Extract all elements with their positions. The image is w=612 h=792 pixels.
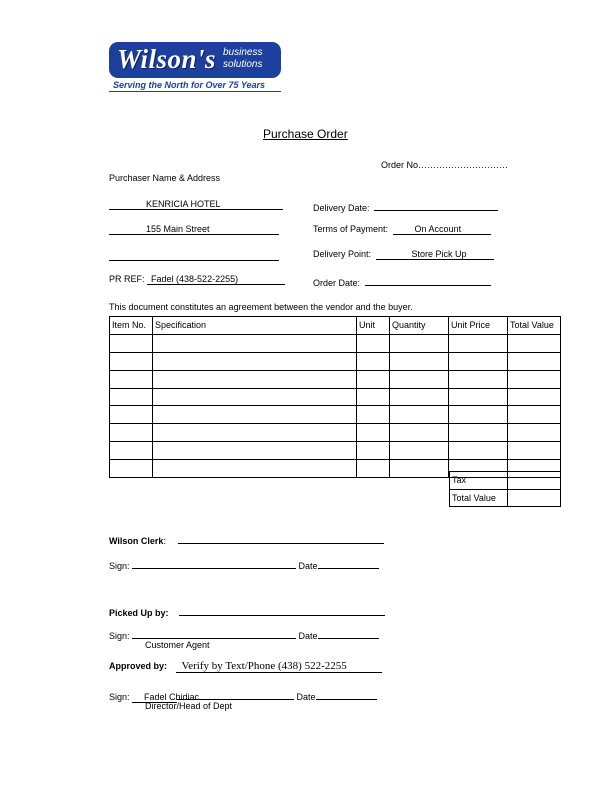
cell-specification[interactable] [153,352,357,370]
cell-specification[interactable] [153,424,357,442]
table-header-row [110,317,561,335]
order-number: Order No………………………… [381,160,509,170]
picked-up-label: Picked Up by: [109,608,169,618]
page-title: Purchase Order [263,127,348,141]
director-caption: Director/Head of Dept [145,701,233,711]
cell-specification[interactable] [153,370,357,388]
items-table [109,316,561,478]
total-value-label: Total Value [450,489,508,507]
purchaser-line-2[interactable] [109,224,279,235]
cell-unit[interactable] [357,388,390,406]
wilson-clerk-field[interactable] [109,532,384,546]
terms-field[interactable] [313,224,491,235]
date-line-1 [318,557,379,569]
purchaser-line-3[interactable] [109,249,279,263]
delivery-date-label: Delivery Date: [313,203,370,213]
terms-label: Terms of Payment: [313,224,389,234]
cell-item-no[interactable] [110,388,153,406]
cell-unit-price[interactable] [449,352,508,370]
header-unit: Unit [357,317,390,335]
cell-unit-price[interactable] [449,442,508,460]
table-row [110,442,561,460]
delivery-point-value: Store Pick Up [376,249,494,260]
pr-ref-field[interactable] [109,274,285,285]
table-row [110,424,561,442]
sign-row-1[interactable] [109,557,379,571]
wilson-clerk-label: Wilson Clerk [109,536,164,546]
cell-specification[interactable] [153,388,357,406]
cell-unit[interactable] [357,334,390,352]
delivery-point-field[interactable] [313,249,494,260]
approved-value: Verify by Text/Phone (438) 522-2255 [176,660,382,673]
purchaser-name: KENRICIA HOTEL [109,199,283,210]
sign-row-2[interactable] [109,627,379,641]
cell-unit[interactable] [357,370,390,388]
cell-item-no[interactable] [110,424,153,442]
total-value-cell[interactable] [508,489,561,507]
approved-field[interactable] [109,660,382,673]
date-label-3: Date [296,692,316,702]
delivery-point-label: Delivery Point: [313,249,372,259]
header-specification: Specification [153,317,357,335]
cell-specification[interactable] [153,460,357,478]
delivery-date-value [374,199,498,211]
cell-specification[interactable] [153,334,357,352]
cell-unit-price[interactable] [449,388,508,406]
cell-unit[interactable] [357,352,390,370]
purchaser-address: 155 Main Street [109,224,279,235]
total-row [450,489,561,507]
order-date-label: Order Date: [313,278,361,288]
logo-subtitle-solutions: solutions [223,59,263,70]
table-row [110,334,561,352]
cell-item-no[interactable] [110,406,153,424]
delivery-date-field[interactable] [313,199,498,213]
order-date-value [365,274,491,286]
date-label-1: Date [298,561,318,571]
table-row [110,352,561,370]
cell-unit[interactable] [357,406,390,424]
cell-item-no[interactable] [110,442,153,460]
totals-table [449,471,561,507]
order-date-field[interactable] [313,274,491,288]
sign-line-3 [177,688,294,700]
table-row [110,388,561,406]
header-quantity: Quantity [390,317,449,335]
cell-item-no[interactable] [110,352,153,370]
table-row [110,406,561,424]
logo-tagline: Serving the North for Over 75 Years [113,80,266,90]
purchaser-label: Purchaser Name & Address [109,173,221,183]
header-total-value: Total Value [508,317,561,335]
cell-total-value[interactable] [508,352,561,370]
cell-total-value[interactable] [508,334,561,352]
cell-quantity[interactable] [390,460,449,478]
header-unit-price: Unit Price [449,317,508,335]
cell-item-no[interactable] [110,460,153,478]
cell-total-value[interactable] [508,442,561,460]
cell-unit[interactable] [357,442,390,460]
cell-total-value[interactable] [508,406,561,424]
cell-quantity[interactable] [390,334,449,352]
sign-line-2 [132,627,296,639]
cell-quantity[interactable] [390,352,449,370]
cell-quantity[interactable] [390,406,449,424]
picked-up-field[interactable] [109,604,385,618]
logo-underline [109,91,281,92]
tax-row [450,472,561,490]
purchaser-line-1[interactable] [109,199,283,210]
date-line-3 [316,688,377,700]
cell-quantity[interactable] [390,424,449,442]
cell-specification[interactable] [153,406,357,424]
cell-quantity[interactable] [390,370,449,388]
cell-item-no[interactable] [110,370,153,388]
logo-wordmark: Wilson's [117,44,217,74]
date-line-2 [318,627,379,639]
sign-name-3: Fadel Chidiac [132,692,177,703]
approved-label: Approved by: [109,661,168,671]
header-item-no: Item No. [110,317,153,335]
cell-unit-price[interactable] [449,334,508,352]
picked-up-line [179,604,385,616]
table-row [110,370,561,388]
date-label-2: Date [298,631,318,641]
cell-specification[interactable] [153,442,357,460]
terms-value: On Account [393,224,491,235]
agreement-text: This document constitutes an agreement between the vendor and the buyer. [109,302,413,312]
sign-label-1: Sign: [109,561,130,571]
cell-unit-price[interactable] [449,406,508,424]
wilson-clerk-line [178,532,384,544]
sign-label-2: Sign: [109,631,130,641]
cell-unit[interactable] [357,460,390,478]
cell-item-no[interactable] [110,334,153,352]
cell-total-value[interactable] [508,424,561,442]
pr-ref-value: Fadel (438-522-2255) [147,274,285,285]
cell-unit[interactable] [357,424,390,442]
logo-subtitle-business: business [223,47,263,58]
wilson-clerk-colon: : [163,536,166,546]
cell-unit-price[interactable] [449,424,508,442]
sign-line-1 [132,557,296,569]
pr-ref-label: PR REF: [109,274,145,284]
cell-total-value[interactable] [508,388,561,406]
customer-agent-caption: Customer Agent [145,640,210,650]
purchaser-address-2 [109,249,279,261]
cell-unit-price[interactable] [449,370,508,388]
cell-total-value[interactable] [508,370,561,388]
sign-label-3: Sign: [109,692,130,702]
cell-quantity[interactable] [390,442,449,460]
tax-value-cell[interactable] [508,472,561,490]
tax-label: Tax [450,472,508,490]
cell-quantity[interactable] [390,388,449,406]
